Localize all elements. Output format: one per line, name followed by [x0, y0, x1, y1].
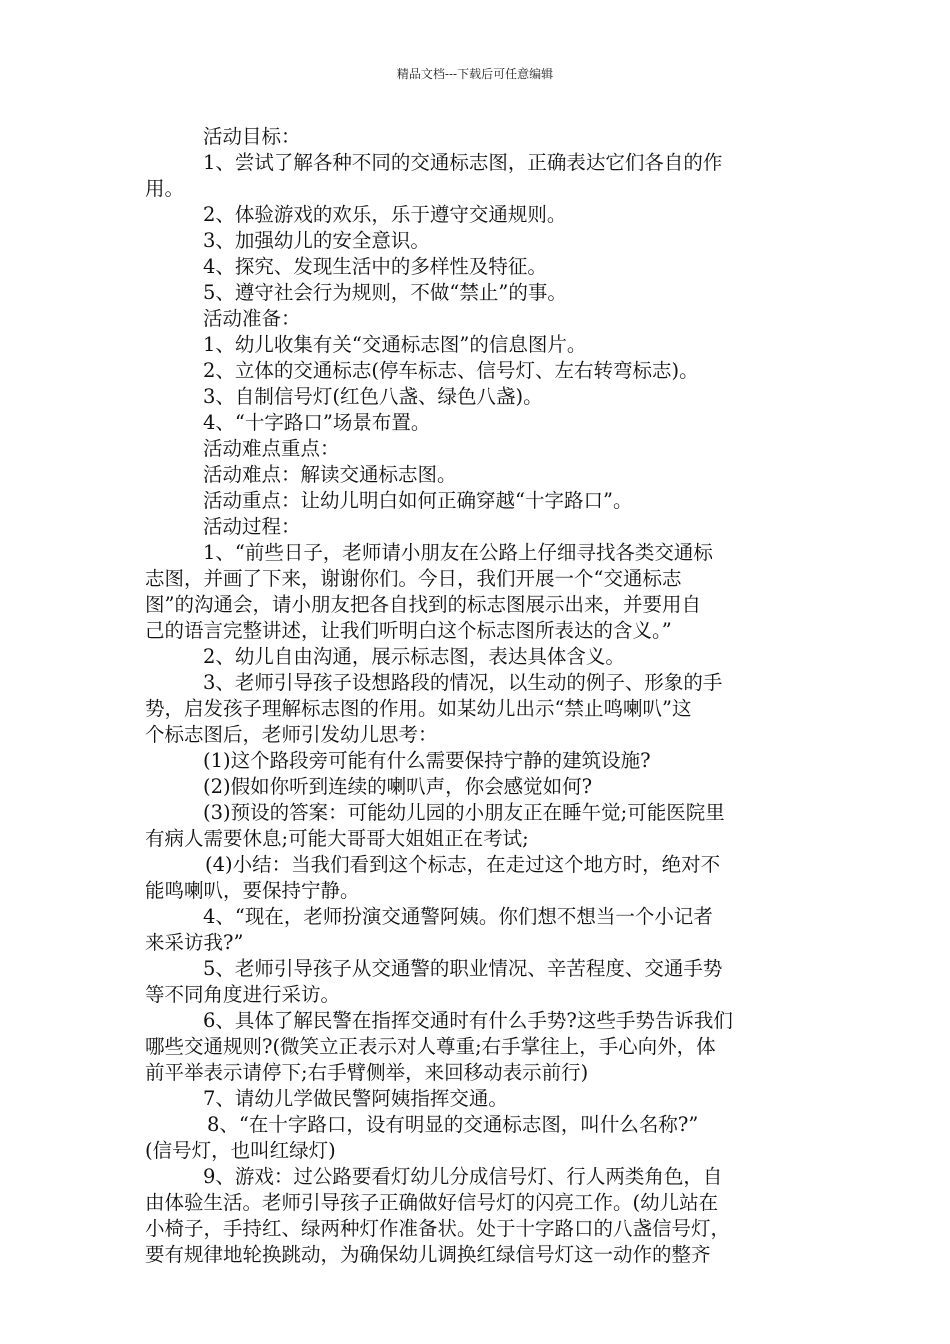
- text-line: 8、“在十字路口，设有明显的交通标志图，叫什么名称?”: [207, 1113, 699, 1136]
- text-line: 活动目标：: [203, 125, 301, 148]
- document-body: [145, 124, 807, 1268]
- text-line: 活动难点重点：: [203, 437, 340, 460]
- text-line: 用。: [145, 177, 185, 200]
- text-line: 哪些交通规则?(微笑立正表示对人尊重;右手掌往上，手心向外，体: [145, 1035, 716, 1058]
- text-line: (信号灯，也叫红绿灯): [145, 1139, 336, 1162]
- text-line: 3、自制信号灯(红色八盏、绿色八盏)。: [203, 385, 543, 408]
- text-line: 4、探究、发现生活中的多样性及特征。: [203, 255, 547, 278]
- text-line: 5、遵守社会行为规则，不做“禁止”的事。: [203, 281, 567, 304]
- text-line: (3)预设的答案：可能幼儿园的小朋友正在睡午觉;可能医院里: [203, 801, 725, 824]
- text-line: 己的语言完整讲述，让我们听明白这个标志图所表达的含义。”: [145, 619, 672, 642]
- text-line: 2、幼儿自由沟通，展示标志图，表达具体含义。: [203, 645, 625, 668]
- text-line: 小椅子，手持红、绿两种灯作准备状。处于十字路口的八盏信号灯，: [145, 1217, 731, 1240]
- text-line: 要有规律地轮换跳动，为确保幼儿调换红绿信号灯这一动作的整齐: [145, 1243, 711, 1266]
- text-line: 7、请幼儿学做民警阿姨指挥交通。: [203, 1087, 508, 1110]
- text-line: 由体验生活。老师引导孩子正确做好信号灯的闪亮工作。(幼儿站在: [145, 1191, 719, 1214]
- text-line: 1、幼儿收集有关“交通标志图”的信息图片。: [203, 333, 587, 356]
- text-line: 4、“十字路口”场景布置。: [203, 411, 431, 434]
- text-line: 势，启发孩子理解标志图的作用。如某幼儿出示“禁止鸣喇叭”这: [145, 697, 692, 720]
- text-line: 图”的沟通会，请小朋友把各自找到的标志图展示出来，并要用自: [145, 593, 701, 616]
- text-line: 等不同角度进行采访。: [145, 983, 341, 1006]
- text-line: (1)这个路段旁可能有什么需要保持宁静的建筑设施?: [203, 749, 651, 772]
- text-line: 1、尝试了解各种不同的交通标志图，正确表达它们各自的作: [203, 151, 723, 174]
- text-line: 有病人需要休息;可能大哥哥大姐姐正在考试;: [145, 827, 529, 850]
- text-line: 2、体验游戏的欢乐，乐于遵守交通规则。: [203, 203, 567, 226]
- text-line: 能鸣喇叭，要保持宁静。: [145, 879, 360, 902]
- text-line: 活动难点：解读交通标志图。: [203, 463, 457, 486]
- text-line: 5、老师引导孩子从交通警的职业情况、辛苦程度、交通手势: [203, 957, 723, 980]
- text-line: 6、具体了解民警在指挥交通时有什么手势?这些手势告诉我们: [203, 1009, 733, 1032]
- text-line: 1、“前些日子，老师请小朋友在公路上仔细寻找各类交通标: [203, 541, 713, 564]
- text-line: 3、加强幼儿的安全意识。: [203, 229, 430, 252]
- text-line: 个标志图后，老师引发幼儿思考：: [145, 723, 438, 746]
- text-line: 活动准备：: [203, 307, 301, 330]
- text-line: 4、“现在，老师扮演交通警阿姨。你们想不想当一个小记者: [203, 905, 713, 928]
- text-line: 志图，并画了下来，谢谢你们。今日，我们开展一个“交通标志: [145, 567, 682, 590]
- text-line: (2)假如你听到连续的喇叭声，你会感觉如何?: [203, 775, 593, 798]
- text-line: 3、老师引导孩子设想路段的情况，以生动的例子、形象的手: [203, 671, 723, 694]
- text-line: 活动过程：: [203, 515, 301, 538]
- text-line: 前平举表示请停下;右手臂侧举，来回移动表示前行): [145, 1061, 589, 1084]
- text-line: (4)小结：当我们看到这个标志，在走过这个地方时，绝对不: [205, 853, 721, 876]
- text-line: 来采访我?”: [145, 931, 244, 954]
- page-header: 精品文档---下载后可任意编辑: [396, 67, 554, 81]
- text-line: 2、立体的交通标志(停车标志、信号灯、左右转弯标志)。: [203, 359, 699, 382]
- text-line: 活动重点：让幼儿明白如何正确穿越“十字路口”。: [203, 489, 633, 512]
- text-line: 9、游戏：过公路要看灯幼儿分成信号灯、行人两类角色，自: [203, 1165, 723, 1188]
